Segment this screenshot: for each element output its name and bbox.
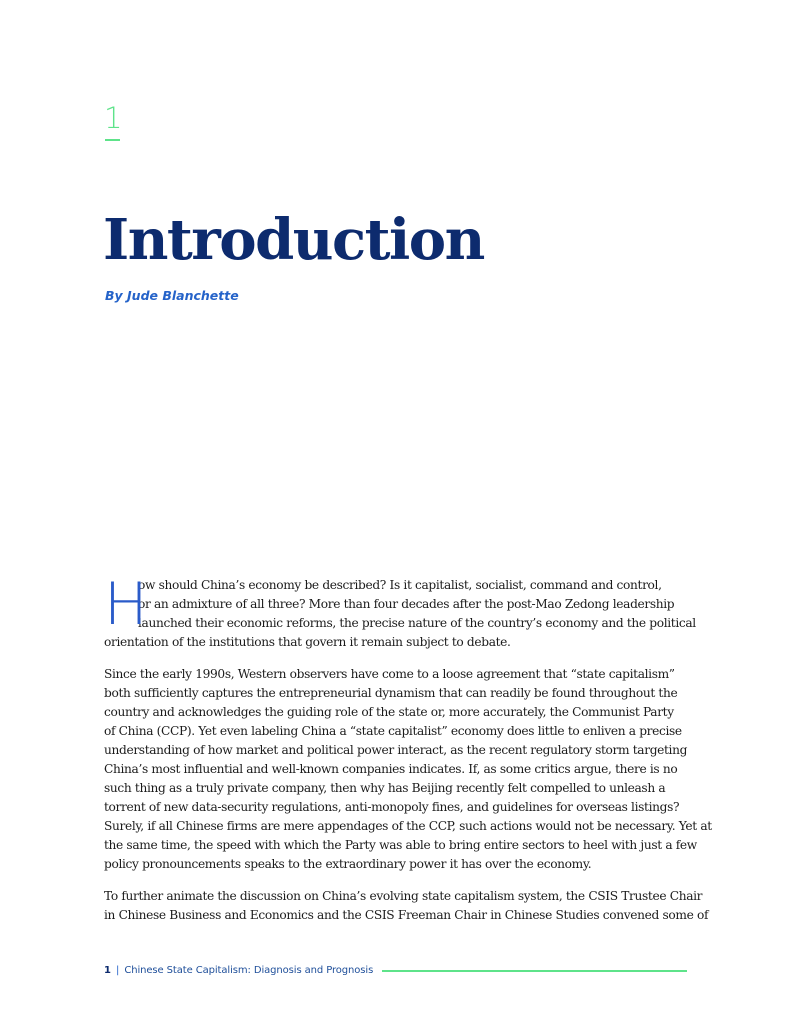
text-line: Since the early 1990s, Western observers have come to a loose agreement that “state capitalism” [104, 667, 675, 681]
text-line: both sufficiently captures the entrepreneurial dynamism that can readily be found throughout the [104, 686, 678, 700]
text-line: torrent of new data-security regulations, anti-monopoly fines, and guidelines for overseas listings? [104, 800, 680, 814]
byline: By Jude Blanchette [105, 288, 239, 303]
paragraph-1 [104, 570, 696, 652]
chapter-title: Introduction [103, 207, 484, 273]
footer-rule [382, 970, 687, 972]
text-line: understanding of how market and political power interact, as the recent regulatory storm targeting [104, 743, 688, 757]
text-line: ow should China’s economy be described? Is it capitalist, socialist, command and control, [138, 578, 662, 592]
text-line: policy pronouncements speaks to the extraordinary power it has over the economy. [104, 857, 592, 871]
text-line: Surely, if all Chinese firms are mere appendages of the CCP, such actions would not be necessary. Yet at [104, 819, 712, 833]
page-footer [104, 962, 687, 980]
text-line: orientation of the institutions that govern it remain subject to debate. [104, 635, 511, 649]
text-line: China’s most influential and well-known companies indicates. If, as some critics argue, there is no [104, 762, 678, 776]
paragraph-3 [104, 887, 709, 925]
chapter-number: 1 [104, 101, 123, 135]
text-line: the same time, the speed with which the Party was able to bring entire sectors to heel with just a few [104, 838, 697, 852]
paragraph-2 [104, 665, 712, 874]
text-line: country and acknowledges the guiding role of the state or, more accurately, the Communist Party [104, 705, 674, 719]
chapter-rule [105, 139, 120, 141]
body-text [104, 570, 712, 938]
text-line: or an admixture of all three? More than four decades after the post-Mao Zedong leadership [138, 597, 675, 611]
text-line: in Chinese Business and Economics and the CSIS Freeman Chair in Chinese Studies convened some of [104, 908, 709, 922]
footer-separator: | [115, 965, 120, 976]
drop-cap: H [104, 570, 148, 638]
text-line: of China (CCP). Yet even labeling China a “state capitalist” economy does little to enliven a precise [104, 724, 682, 738]
text-line: launched their economic reforms, the precise nature of the country’s economy and the political [138, 616, 696, 630]
footer-running-title: Chinese State Capitalism: Diagnosis and Prognosis [124, 965, 374, 976]
text-line: To further animate the discussion on China’s evolving state capitalism system, the CSIS Trustee Chair [104, 889, 703, 903]
text-line: such thing as a truly private company, then why has Beijing recently felt compelled to unleash a [104, 781, 666, 795]
footer-page-number: 1 [104, 965, 111, 976]
